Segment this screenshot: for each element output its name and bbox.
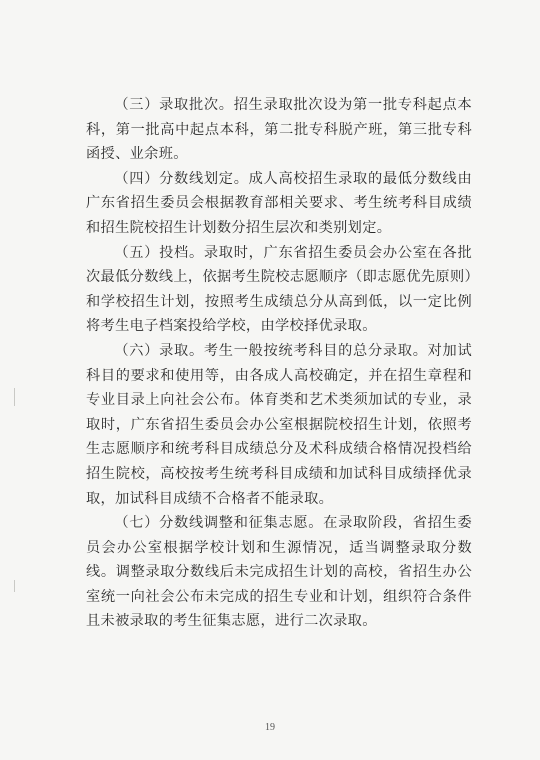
paragraph-score-adjustment: （七）分数线调整和征集志愿。在录取阶段，省招生委员会办公室根据学校计划和生源情况，适当调整录取分数线。调整录取分数线后未完成招生计划的高校，省招生办公室统一向社会公布未完成的招生专业和计划，组织符合条件且未被录取的考生征集志愿，进行二次录取。 [86,515,472,630]
paragraph-score-line: （四）分数线划定。成人高校招生录取的最低分数线由广东省招生委员会根据教育部相关要求、考生统考科目成绩和招生院校招生计划数分招生层次和类别划定。 [86,170,472,236]
scan-mark [14,580,15,592]
paragraph-file-submission: （五）投档。录取时，广东省招生委员会办公室在各批次最低分数线上，依据考生院校志愿顺序（即志愿优先原则）和学校招生计划，按照考生成绩总分从高到低，以一定比例将考生电子档案投给学校，由学校择优录取。 [86,244,472,335]
document-body [86,93,472,634]
page-number: 19 [265,722,275,733]
paragraph-admission: （六）录取。考生一般按统考科目的总分录取。对加试科目的要求和使用等，由各成人高校确定，并在招生章程和专业目录上向社会公布。体育类和艺术类须加试的专业，录取时，广东省招生委员会办公室根据院校招生计划，依照考生志愿顺序和统考科目成绩总分及术科成绩合格情况投档给招生院校，高校按考生统考科目成绩和加试科目成绩择优录取，加试科目成绩不合格者不能录取。 [86,342,472,507]
scan-mark [14,388,15,406]
paragraph-admission-batches: （三）录取批次。招生录取批次设为第一批专科起点本科，第一批高中起点本科，第二批专科脱产班，第三批专科函授、业余班。 [86,97,472,163]
